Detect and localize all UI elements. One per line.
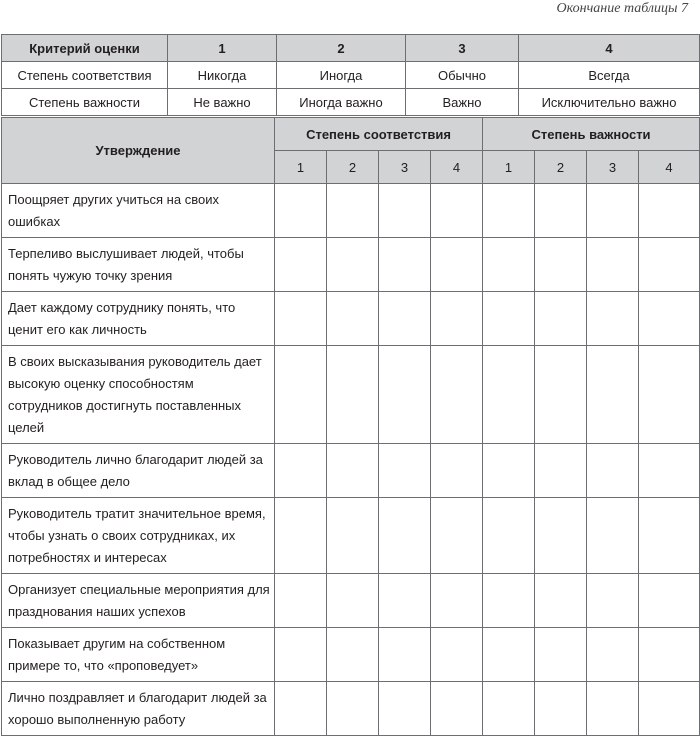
importance-score-cell-3[interactable] — [587, 498, 639, 574]
statement-text: Показывает другим на собственном примере то, что «проповедует» — [2, 628, 275, 682]
compliance-score-cell-3[interactable] — [379, 346, 431, 444]
importance-score-cell-3[interactable] — [587, 574, 639, 628]
importance-score-cell-2[interactable] — [535, 292, 587, 346]
table-row — [2, 292, 700, 346]
statement-text: В своих высказывания руководитель дает высокую оценку способностям сотрудников достигнуть поставленных целей — [2, 346, 275, 444]
importance-score-cell-1[interactable] — [483, 292, 535, 346]
importance-score-cell-4[interactable] — [639, 346, 700, 444]
compliance-score-cell-4[interactable] — [431, 346, 483, 444]
importance-score-cell-3[interactable] — [587, 184, 639, 238]
importance-score-cell-2[interactable] — [535, 574, 587, 628]
criterion-value-3: 3 — [406, 35, 519, 62]
compliance-score-cell-2[interactable] — [327, 184, 379, 238]
compliance-value-3: Обычно — [406, 62, 519, 89]
compliance-score-cell-1[interactable] — [275, 628, 327, 682]
compliance-value-1: Никогда — [168, 62, 277, 89]
compliance-score-cell-1[interactable] — [275, 346, 327, 444]
compliance-score-cell-4[interactable] — [431, 682, 483, 736]
compliance-score-cell-4[interactable] — [431, 238, 483, 292]
importance-score-header-2: 2 — [535, 151, 587, 184]
compliance-score-cell-1[interactable] — [275, 292, 327, 346]
importance-score-cell-2[interactable] — [535, 498, 587, 574]
statement-text: Организует специальные мероприятия для празднования наших успехов — [2, 574, 275, 628]
compliance-score-cell-1[interactable] — [275, 444, 327, 498]
statement-text: Лично поздравляет и благодарит людей за хорошо выполненную работу — [2, 682, 275, 736]
importance-score-cell-3[interactable] — [587, 444, 639, 498]
statement-text: Руководитель лично благодарит людей за вклад в общее дело — [2, 444, 275, 498]
criterion-value-1: 1 — [168, 35, 277, 62]
compliance-score-header-3: 3 — [379, 151, 431, 184]
importance-value-3: Важно — [406, 89, 519, 116]
compliance-score-cell-1[interactable] — [275, 238, 327, 292]
importance-score-cell-3[interactable] — [587, 238, 639, 292]
compliance-score-cell-2[interactable] — [327, 346, 379, 444]
importance-score-cell-3[interactable] — [587, 628, 639, 682]
criterion-value-2: 2 — [277, 35, 406, 62]
compliance-score-cell-4[interactable] — [431, 628, 483, 682]
statement-text: Руководитель тратит значительное время, чтобы узнать о своих сотрудниках, их потребностях и интересах — [2, 498, 275, 574]
scale-row-criterion — [2, 35, 700, 62]
importance-score-cell-4[interactable] — [639, 184, 700, 238]
importance-score-cell-4[interactable] — [639, 574, 700, 628]
importance-score-cell-1[interactable] — [483, 682, 535, 736]
importance-score-cell-4[interactable] — [639, 238, 700, 292]
importance-label: Степень важности — [2, 89, 168, 116]
importance-score-cell-2[interactable] — [535, 682, 587, 736]
importance-score-cell-4[interactable] — [639, 444, 700, 498]
table-row — [2, 444, 700, 498]
criterion-value-4: 4 — [519, 35, 700, 62]
compliance-score-cell-4[interactable] — [431, 444, 483, 498]
scale-row-compliance — [2, 62, 700, 89]
importance-value-4: Исключительно важно — [519, 89, 700, 116]
compliance-label: Степень соответствия — [2, 62, 168, 89]
compliance-score-cell-1[interactable] — [275, 184, 327, 238]
compliance-score-cell-3[interactable] — [379, 238, 431, 292]
compliance-header: Степень соответствия — [275, 118, 483, 151]
compliance-score-cell-1[interactable] — [275, 682, 327, 736]
compliance-score-header-1: 1 — [275, 151, 327, 184]
importance-score-cell-1[interactable] — [483, 574, 535, 628]
scale-row-importance — [2, 89, 700, 116]
compliance-score-cell-2[interactable] — [327, 574, 379, 628]
compliance-score-cell-3[interactable] — [379, 574, 431, 628]
compliance-score-cell-4[interactable] — [431, 498, 483, 574]
table-row — [2, 628, 700, 682]
table-row — [2, 682, 700, 736]
importance-score-header-1: 1 — [483, 151, 535, 184]
compliance-score-cell-1[interactable] — [275, 574, 327, 628]
compliance-score-header-4: 4 — [431, 151, 483, 184]
compliance-score-cell-3[interactable] — [379, 498, 431, 574]
table-row — [2, 184, 700, 238]
compliance-score-cell-2[interactable] — [327, 628, 379, 682]
table-row — [2, 238, 700, 292]
importance-score-cell-2[interactable] — [535, 444, 587, 498]
importance-value-1: Не важно — [168, 89, 277, 116]
importance-score-cell-3[interactable] — [587, 346, 639, 444]
compliance-score-cell-4[interactable] — [431, 184, 483, 238]
importance-header: Степень важности — [483, 118, 700, 151]
compliance-score-cell-3[interactable] — [379, 628, 431, 682]
table-row — [2, 574, 700, 628]
compliance-value-4: Всегда — [519, 62, 700, 89]
rating-scale-table — [1, 34, 700, 116]
compliance-score-cell-1[interactable] — [275, 498, 327, 574]
importance-score-cell-2[interactable] — [535, 184, 587, 238]
importance-score-cell-1[interactable] — [483, 498, 535, 574]
importance-score-header-4: 4 — [639, 151, 700, 184]
importance-score-cell-4[interactable] — [639, 292, 700, 346]
statement-header: Утверждение — [2, 118, 275, 184]
compliance-score-cell-4[interactable] — [431, 292, 483, 346]
compliance-score-cell-3[interactable] — [379, 184, 431, 238]
importance-score-cell-1[interactable] — [483, 184, 535, 238]
importance-score-cell-2[interactable] — [535, 238, 587, 292]
importance-score-cell-1[interactable] — [483, 444, 535, 498]
criterion-label: Критерий оценки — [2, 35, 168, 62]
importance-score-cell-3[interactable] — [587, 682, 639, 736]
compliance-score-cell-2[interactable] — [327, 292, 379, 346]
importance-score-cell-4[interactable] — [639, 682, 700, 736]
compliance-score-cell-2[interactable] — [327, 498, 379, 574]
importance-score-cell-1[interactable] — [483, 238, 535, 292]
importance-score-cell-2[interactable] — [535, 628, 587, 682]
importance-score-cell-4[interactable] — [639, 628, 700, 682]
compliance-score-cell-4[interactable] — [431, 574, 483, 628]
importance-score-cell-1[interactable] — [483, 628, 535, 682]
compliance-score-cell-3[interactable] — [379, 682, 431, 736]
table-row — [2, 346, 700, 444]
table-caption: Окончание таблицы 7 — [556, 1, 688, 16]
statement-text: Терпеливо выслушивает людей, чтобы понять чужую точку зрения — [2, 238, 275, 292]
statement-text: Дает каждому сотруднику понять, что ценит его как личность — [2, 292, 275, 346]
importance-score-cell-1[interactable] — [483, 346, 535, 444]
compliance-score-cell-2[interactable] — [327, 444, 379, 498]
statement-text: Поощряет других учиться на своих ошибках — [2, 184, 275, 238]
importance-score-header-3: 3 — [587, 151, 639, 184]
compliance-score-cell-2[interactable] — [327, 238, 379, 292]
statements-table — [1, 117, 700, 736]
compliance-score-cell-2[interactable] — [327, 682, 379, 736]
importance-score-cell-2[interactable] — [535, 346, 587, 444]
compliance-value-2: Иногда — [277, 62, 406, 89]
importance-value-2: Иногда важно — [277, 89, 406, 116]
importance-score-cell-3[interactable] — [587, 292, 639, 346]
compliance-score-header-2: 2 — [327, 151, 379, 184]
header-row-top — [2, 118, 700, 151]
table-row — [2, 498, 700, 574]
compliance-score-cell-3[interactable] — [379, 444, 431, 498]
compliance-score-cell-3[interactable] — [379, 292, 431, 346]
importance-score-cell-4[interactable] — [639, 498, 700, 574]
